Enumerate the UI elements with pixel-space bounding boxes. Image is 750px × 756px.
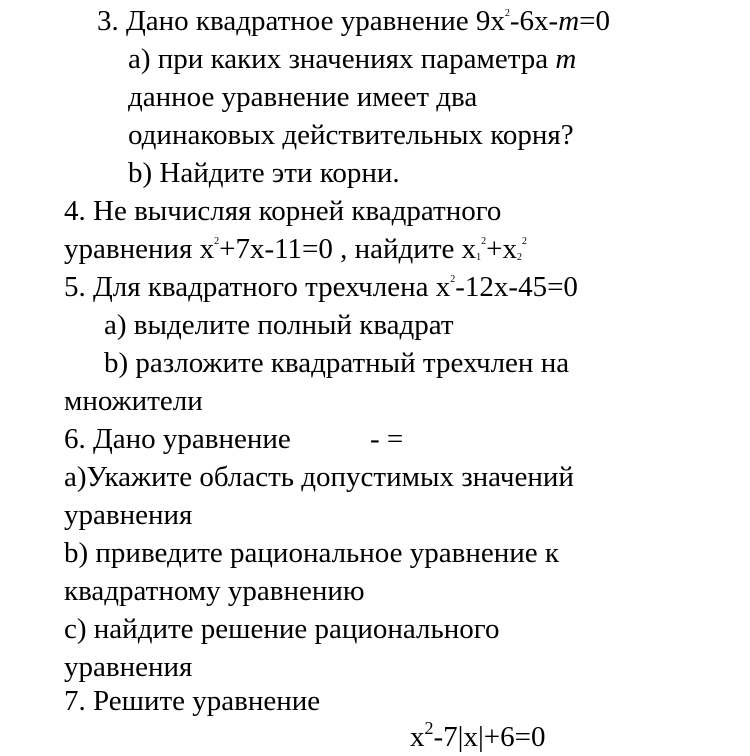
problem-3-text: 3. Дано квадратное уравнение 9x: [97, 5, 505, 37]
problem-3-part-a-line-1: [128, 40, 576, 78]
exponent: 2: [450, 274, 456, 285]
exponent: 2: [521, 236, 527, 247]
problem-5-text: 5. Для квадратного трехчлена x: [64, 271, 451, 303]
problem-3-part-a-line-2: данное уравнение имеет два: [128, 81, 478, 113]
parameter-m: m: [555, 43, 577, 75]
problem-7-statement: 7. Решите уравнение: [64, 685, 321, 717]
exponent: 2: [424, 718, 434, 738]
problem-3-text: -6x-: [509, 5, 559, 37]
problem-7-equation: [410, 718, 545, 756]
subscript: 1: [476, 252, 482, 263]
problem-3-text: =0: [579, 5, 610, 37]
problem-6-part-b-line-1: b) приведите рациональное уравнение к: [64, 537, 559, 569]
problem-6-part-a-line-1: а)Укажите область допустимых значений: [64, 461, 574, 493]
problem-6-part-c-line-2: уравнения: [64, 651, 193, 683]
problem-5-part-a: а) выделите полный квадрат: [104, 309, 454, 341]
problem-3-part-a-line-3: одинаковых действительных корня?: [128, 119, 574, 151]
problem-4-line-2: [64, 230, 527, 268]
problem-3-part-b: b) Найдите эти корни.: [128, 157, 400, 189]
problem-6-part-a-line-2: уравнения: [64, 499, 193, 531]
problem-4-text: +7x-11=0 , найдите x: [219, 233, 477, 265]
problem-6-equation-residue: - =: [370, 423, 404, 455]
problem-5-part-b-line-1: b) разложите квадратный трехчлен на: [104, 347, 570, 379]
problem-7-equation-text: x: [410, 721, 425, 753]
problem-5-statement: [64, 268, 578, 306]
problem-4-line-1: 4. Не вычисляя корней квадратного: [64, 195, 502, 227]
problem-5-part-b-line-2: множители: [64, 385, 203, 417]
problem-6-part-c-line-1: с) найдите решение рационального: [64, 613, 500, 645]
problem-7-equation-text: -7|x|+6=0: [433, 721, 546, 753]
parameter-m: m: [558, 5, 580, 37]
exponent: 2: [481, 236, 487, 247]
problem-6-statement: 6. Дано уравнение: [64, 423, 291, 455]
problem-6-part-b-line-2: квадратному уравнению: [64, 575, 365, 607]
subscript: 2: [516, 252, 522, 263]
problem-4-text: +x: [486, 233, 517, 265]
exponent: 2: [504, 8, 510, 19]
problem-5-text: -12x-45=0: [455, 271, 578, 303]
exponent: 2: [214, 236, 220, 247]
problem-3-part-a-text: а) при каких значениях параметра: [128, 43, 556, 75]
problem-4-text: уравнения x: [64, 233, 215, 265]
problem-3-statement: [97, 2, 610, 40]
